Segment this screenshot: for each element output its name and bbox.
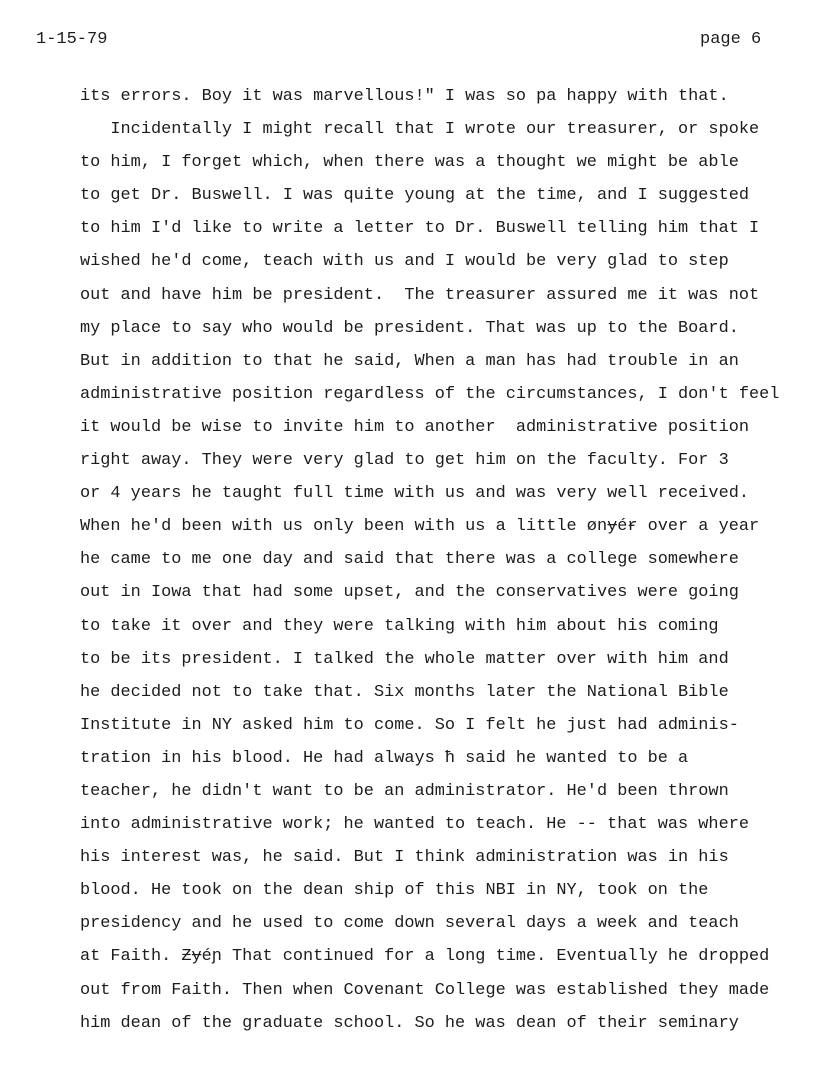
text-line: presidency and he used to come down several days a week and teach	[80, 914, 739, 934]
text-line: he decided not to take that. Six months later the National Bible	[80, 682, 729, 702]
page-number: page 6	[700, 30, 762, 49]
text-line: he came to me one day and said that there was a college somewhere	[80, 550, 739, 570]
text-line: its errors. Boy it was marvellous!" I was so pa happy with that.	[80, 87, 729, 106]
text-line: it would be wise to invite him to another administrative position	[80, 417, 749, 437]
text-line: When he'd been with us only been with us a little ønɏéɍ over a year	[80, 517, 760, 537]
text-line: to him, I forget which, when there was a thought we might be able	[80, 153, 739, 173]
text-line: to him I'd like to write a letter to Dr. Buswell telling him that I	[80, 219, 760, 239]
text-line: his interest was, he said. But I think administration was in his	[80, 848, 729, 868]
text-line: into administrative work; he wanted to teach. He -- that was where	[80, 815, 749, 835]
text-line: right away. They were very glad to get him on the faculty. For 3	[80, 451, 729, 471]
text-line: out in Iowa that had some upset, and the conservatives were going	[80, 583, 739, 603]
text-line: Incidentally I might recall that I wrote our treasurer, or spoke	[80, 120, 760, 140]
text-line: But in addition to that he said, When a man has had trouble in an	[80, 351, 739, 371]
text-line: wished he'd come, teach with us and I would be very glad to step	[80, 252, 729, 272]
text-line: out and have him be president. The treasurer assured me it was not	[80, 285, 760, 305]
text-line: blood. He took on the dean ship of this NBI in NY, took on the	[80, 881, 709, 901]
text-line: Institute in NY asked him to come. So I felt he just had adminis-	[80, 715, 739, 735]
document-date: 1-15-79	[36, 30, 108, 49]
text-line: to take it over and they were talking with him about his coming	[80, 616, 719, 636]
text-line: to be its president. I talked the whole matter over with him and	[80, 649, 729, 669]
text-line: to get Dr. Buswell. I was quite young at the time, and I suggested	[80, 186, 749, 206]
text-line: my place to say who would be president. That was up to the Board.	[80, 318, 739, 338]
text-line: at Faith. Ƶɏéɲ That continued for a long time. Eventually he dropped	[80, 947, 770, 967]
text-line: him dean of the graduate school. So he was dean of their seminary	[80, 1013, 739, 1033]
text-line: teacher, he didn't want to be an administrator. He'd been thrown	[80, 781, 729, 801]
text-line: administrative position regardless of the circumstances, I don't feel	[80, 384, 780, 404]
body-text	[80, 85, 779, 1045]
text-line: tration in his blood. He had always ħ said he wanted to be a	[80, 748, 689, 768]
text-line: out from Faith. Then when Covenant College was established they made	[80, 980, 770, 1000]
text-line: or 4 years he taught full time with us and was very well received.	[80, 484, 749, 504]
